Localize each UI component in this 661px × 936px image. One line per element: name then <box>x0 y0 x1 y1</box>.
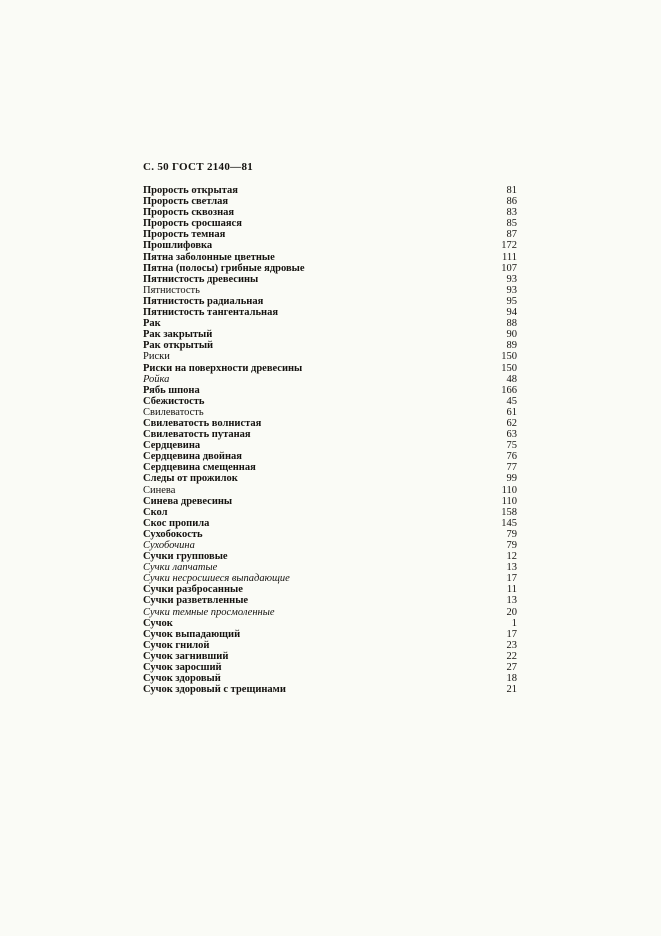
entry-page-number: 81 <box>506 185 517 196</box>
entry-term-label: Пятна заболонные цветные <box>143 251 275 263</box>
entry-term-label: Сухобочина <box>143 540 195 551</box>
entry-term-label: Пятнистость древесины <box>143 273 259 285</box>
entry-page-number: 12 <box>506 551 517 563</box>
index-entry-row <box>143 318 517 329</box>
entry-term-label: Сучок здоровый с трещинами <box>143 684 286 696</box>
entry-page-number: 63 <box>506 429 517 441</box>
index-entry-row <box>143 229 517 240</box>
index-entry-row <box>143 562 517 573</box>
index-entry-row <box>143 218 517 229</box>
entry-page-number: 86 <box>506 196 517 208</box>
page-header: С. 50 ГОСТ 2140—81 <box>143 161 254 173</box>
entry-term-label: Прорость сросшаяся <box>143 218 242 230</box>
entry-term-label: Сердцевина <box>143 440 201 452</box>
index-entry-row <box>143 440 517 451</box>
entry-page-number: 79 <box>506 540 517 551</box>
entry-page-number: 83 <box>506 207 517 219</box>
index-entry-row <box>143 451 517 462</box>
entry-term-label: Пятнистость радиальная <box>143 295 264 307</box>
entry-page-number: 89 <box>506 340 517 352</box>
entry-page-number: 1 <box>511 617 517 629</box>
entry-page-number: 11 <box>506 584 517 596</box>
entry-page-number: 87 <box>506 229 517 241</box>
entry-page-number: 62 <box>506 417 517 429</box>
entry-term-label: Сучок выпадающий <box>143 628 241 640</box>
entry-term-label: Скол <box>143 506 168 518</box>
entry-page-number: 61 <box>506 406 517 418</box>
entry-page-number: 18 <box>506 673 517 685</box>
index-entry-row <box>143 340 517 351</box>
index-entry-row <box>143 573 517 584</box>
entry-term-label: Риски на поверхности древесины <box>143 362 303 374</box>
index-entry-row <box>143 507 517 518</box>
entry-page-number: 20 <box>506 606 517 618</box>
entry-term-label: Синева <box>143 484 176 496</box>
entry-term-label: Пятна (полосы) грибные ядровые <box>143 262 305 274</box>
entry-term-label: Прорость сквозная <box>143 207 235 219</box>
entry-term-label: Рак открытый <box>143 340 214 352</box>
entry-page-number: 158 <box>501 506 517 518</box>
entry-term-label: Пятнистость <box>143 284 200 296</box>
entry-term-label: Скос пропила <box>143 517 210 529</box>
entry-page-number: 48 <box>506 373 517 385</box>
index-entry-row <box>143 551 517 562</box>
entry-page-number: 23 <box>506 639 517 651</box>
entry-term-label: Свилеватость <box>143 406 204 418</box>
entry-term-label: Рябь шпона <box>143 384 200 396</box>
index-entry-row <box>143 662 517 673</box>
entry-term-label: Сучок здоровый <box>143 673 221 685</box>
entry-page-number: 90 <box>506 329 517 341</box>
entry-page-number: 13 <box>506 595 517 607</box>
index-entry-row <box>143 473 517 484</box>
index-entry-row <box>143 240 517 251</box>
entry-term-label: Сучки лапчатые <box>143 562 218 574</box>
entry-term-label: Сучок загнивший <box>143 650 229 662</box>
entry-page-number: 45 <box>506 395 517 407</box>
index-entry-row <box>143 185 517 196</box>
entry-term-label: Свилеватость волнистая <box>143 417 262 429</box>
index-entry-row <box>143 462 517 473</box>
index-entry-row <box>143 684 517 695</box>
entry-page-number: 110 <box>501 495 517 507</box>
entry-term-label: Следы от прожилок <box>143 473 238 485</box>
index-entry-row <box>143 640 517 651</box>
entry-term-label: Сучок <box>143 617 173 629</box>
index-entry-row <box>143 584 517 595</box>
index-entry-row <box>143 673 517 684</box>
index-entry-row <box>143 418 517 429</box>
entry-term-label: Сердцевина двойная <box>143 451 242 463</box>
entry-page-number: 13 <box>506 562 517 574</box>
entry-term-label: Сбежистость <box>143 395 205 407</box>
index-entry-row <box>143 496 517 507</box>
entry-term-label: Сучки групповые <box>143 551 228 563</box>
index-entry-row <box>143 529 517 540</box>
index-entry-row <box>143 207 517 218</box>
index-entry-row <box>143 252 517 263</box>
entry-page-number: 93 <box>506 284 517 296</box>
entry-page-number: 75 <box>506 440 517 452</box>
entry-term-label: Сучок гнилой <box>143 639 210 651</box>
index-entry-row <box>143 629 517 640</box>
entry-page-number: 145 <box>501 517 517 529</box>
index-entry-row <box>143 429 517 440</box>
index-entry-row <box>143 618 517 629</box>
entry-term-label: Прошлифовка <box>143 240 213 252</box>
entry-term-label: Сучки разветвленные <box>143 595 249 607</box>
entry-term-label: Свилеватость путаная <box>143 429 251 441</box>
entry-term-label: Сучки темные просмоленные <box>143 606 275 618</box>
index-entry-row <box>143 540 517 551</box>
entry-term-label: Синева древесины <box>143 495 233 507</box>
entry-page-number: 110 <box>501 484 517 496</box>
entry-page-number: 27 <box>506 662 517 674</box>
entry-page-number: 150 <box>501 351 517 363</box>
entry-page-number: 94 <box>506 307 517 319</box>
index-entry-row <box>143 351 517 362</box>
index-entry-row <box>143 485 517 496</box>
entry-page-number: 17 <box>506 628 517 640</box>
index-entry-row <box>143 263 517 274</box>
entry-term-label: Ройка <box>143 373 170 385</box>
entry-page-number: 79 <box>506 528 517 540</box>
entry-page-number: 85 <box>506 218 517 230</box>
entry-page-number: 93 <box>506 273 517 285</box>
entry-page-number: 111 <box>502 251 517 263</box>
entry-page-number: 99 <box>506 473 517 485</box>
entry-term-label: Прорость открытая <box>143 185 238 196</box>
entry-term-label: Сучок заросший <box>143 662 222 674</box>
entry-term-label: Сучки несросшиеся выпадающие <box>143 573 290 585</box>
entry-page-number: 22 <box>506 650 517 662</box>
index-entry-row <box>143 385 517 396</box>
index-entry-row <box>143 307 517 318</box>
entry-page-number: 95 <box>506 295 517 307</box>
entry-term-label: Пятнистость тангентальная <box>143 307 279 319</box>
entry-page-number: 21 <box>506 684 517 696</box>
entry-term-label: Прорость темная <box>143 229 226 241</box>
entry-term-label: Рак <box>143 318 161 330</box>
entry-term-label: Сердцевина смещенная <box>143 462 256 474</box>
entry-term-label: Сучки разбросанные <box>143 584 243 596</box>
index-entry-row <box>143 396 517 407</box>
entry-page-number: 107 <box>501 262 517 274</box>
entry-page-number: 166 <box>501 384 517 396</box>
entry-term-label: Риски <box>143 351 170 363</box>
index-entry-row <box>143 595 517 606</box>
index-entry-row <box>143 407 517 418</box>
index-entry-row <box>143 363 517 374</box>
entry-page-number: 76 <box>506 451 517 463</box>
entry-page-number: 172 <box>501 240 517 252</box>
entry-page-number: 77 <box>506 462 517 474</box>
index-entry-row <box>143 285 517 296</box>
entry-page-number: 17 <box>506 573 517 585</box>
index-entry-row <box>143 651 517 662</box>
entry-term-label: Прорость светлая <box>143 196 229 208</box>
index-entry-row <box>143 274 517 285</box>
entry-term-label: Сухобокость <box>143 528 203 540</box>
alphabetical-index-list <box>143 185 517 695</box>
index-entry-row <box>143 374 517 385</box>
index-entry-row <box>143 607 517 618</box>
index-entry-row <box>143 296 517 307</box>
index-entry-row <box>143 329 517 340</box>
entry-page-number: 150 <box>501 362 517 374</box>
index-entry-row <box>143 196 517 207</box>
entry-page-number: 88 <box>506 318 517 330</box>
index-entry-row <box>143 518 517 529</box>
entry-term-label: Рак закрытый <box>143 329 213 341</box>
